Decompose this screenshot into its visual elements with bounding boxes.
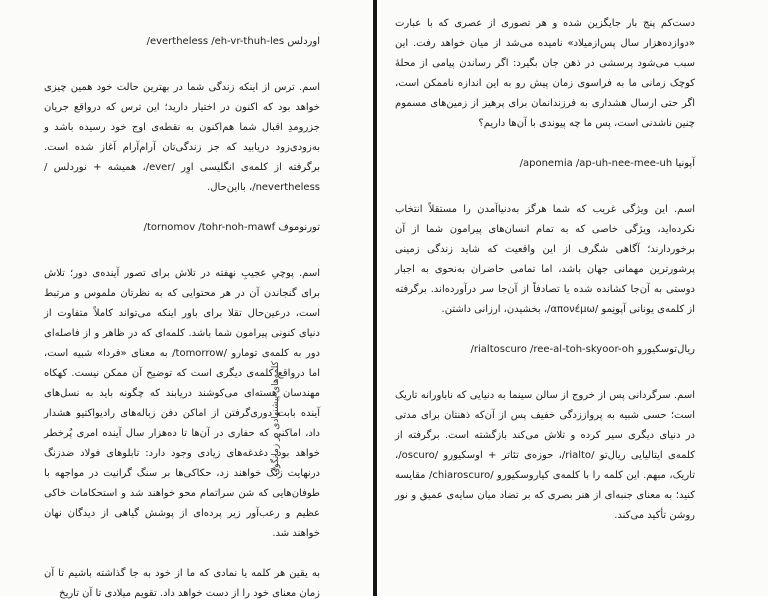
entry-head-fa: تورنوموف	[278, 222, 320, 233]
book-spine	[373, 0, 377, 596]
entry-head-fa: ریال‌توسکیورو	[637, 344, 695, 355]
entry-body-aponemia: اسم. این ویژگی غریب که شما هرگز به‌دنیاآمدن را مستقلاً انتخاب نکرده‌اید، ویژگی خاصی که به تمام انسان‌های پیرامون شما از آن برخوردارند؛ آگاهی شگرف از این واقعیت که شاید زندگی زمینی پرشورترین مهمانی جهان باشد، اما تمامی حاضران به‌نحوی به اجبار دوستی به آن‌جا کشانده شده یا تصادفاً از آن‌جا سر درآورده‌اند. برگرفته از کلمه‌ی یونانی آپونِمو /απονέμω/، بخشیدن، ارزانی داشتن.	[395, 204, 695, 315]
left-column	[44, 32, 320, 604]
entry-body-evertheless: اسم. ترس از اینکه زندگی شما در بهترین حالت خود همین چیزی خواهد بود که اکنون در اختیار دارید؛ این ترس که درواقع جریان جزرومدِ اقبال شما هم‌اکنون به نقطه‌ی اوج خود رسیده باشد و به‌زودی‌زود دریابید که جز زندگی‌تان آرام‌آرام آغاز شده است. برگرفته از کلمه‌ی انگلیسی اوِر /ever/، همیشه + نوردلس / nevertheless/، بااین‌حال.	[44, 82, 320, 193]
entry-head-latin: /evertheless /eh-vr-thuh-les	[146, 36, 285, 47]
entry-body-rialtoscuro: اسم. سرگردانی پس از خروج از سالن سینما به دنیایی که ناباورانه تاریک است؛ حسی شبیه به پرواززدگی خفیف پس از آن‌که ذهنتان برای مدتی در دنیای دیگری سیر کرده و تلاش می‌کند بازگشته است. برگرفته از کلمه‌ی ایتالیایی ریال‌تو /rialto/، حوزه‌ی تئاتر + اوسکیورو /oscuro/، تاریک، مبهم. این کلمه را با کلمه‌ی کیاروسکیورو /chiaroscuro/ مقایسه کنید؛ به معنای جنبه‌ای از هنر بصری که بر تضاد میان سایه‌ی عمیق و نور روشن تأکید می‌کند.	[395, 390, 695, 521]
entry-head-fa: اوردلس	[287, 36, 320, 47]
right-column	[395, 14, 695, 526]
entry-head-fa: آپونیا	[675, 158, 695, 169]
entry-head-latin: /aponemia /ap-uh-nee-mee-uh	[519, 158, 673, 169]
entry-title-evertheless	[44, 32, 320, 52]
entry-head-latin: /rialtoscuro /ree-al-toh-skyoor-oh	[470, 344, 635, 355]
entry-body-tornomov: اسم. پوچیِ عجیبِ نهفته در تلاش برای تصور آینده‌ی دور؛ تلاش برای گنجاندن آن در هر محتوایی که به نظرتان ملموس و مرتبط است، درعین‌حال تقلا برای باور اینکه می‌تواند کاملاً متفاوت از دنیای کنونی پیرامون شما باشد. کلمه‌ای که در ظاهر و از فاصله‌ای دور به کلمه‌ی تومارو /tomorrow/ به معنای «فردا» شبیه است، اما درواقع کلمه‌ی دیگری است که توضیح آن ممکن نیست. کهکاه مهندسان هسته‌ای می‌کوشند دریابند که چگونه باید به نسل‌های آینده بابت دوری‌گرفتن از اماکن دفن زباله‌های رادیواکتیو هشدار داد، اماکنی که حفاری در آن‌ها تا ده‌هزار سال آینده امری پُرخطر خواهد بود. دغدغه‌های زیادی وجود دارد: تابلوهای فولاد ضدزنگ درنهایت زنگ خواهند زد، حکاکی‌ها بر سنگ گرانیت در مواجهه با طوفان‌هایی که شن سراتمام محو خواهند شد و استحکامات خاکی عظیم و رعب‌آور زیر پرده‌ای از پوشش گیاهی از دیدگان نهان خواهند شد.	[44, 268, 320, 539]
intro-paragraph: دست‌کم پنج بار جایگزین شده و هر تصوری از عصری که با عبارت «دوازده‌هزار سال پس‌ازمیلاد» نامیده می‌شد از میان خواهد رفت. این سبب می‌شود پرسشی در ذهن جان بگیرد: اگر رساندن پیامی از محلۀ کوچک زمانی ما به فراسوی زمان پیش رو به این اندازه ناممکن است، اگر حتی ارسال هشداری به فرزندانمان برای پرهیز از زمین‌های مسموم چنین ناشدنی است، پس ما چه پیوندی با آن‌ها داریم؟	[395, 18, 695, 129]
running-head: کلمه‌های پیشنهادی در زمانگوی	[271, 361, 281, 475]
entry-title-rialtoscuro	[395, 340, 695, 360]
entry-title-aponemia	[395, 154, 695, 174]
continuation-paragraph: به یقین هر کلمه یا نمادی که ما از خود به جا گذاشته باشیم تا آن زمان معنای خود را از دست خواهد داد. تقویم میلادی تا آن تاریخ	[44, 568, 320, 599]
entry-title-tornomov	[44, 218, 320, 238]
entry-head-latin: /tornomov /tohr-noh-mawf	[143, 222, 276, 233]
